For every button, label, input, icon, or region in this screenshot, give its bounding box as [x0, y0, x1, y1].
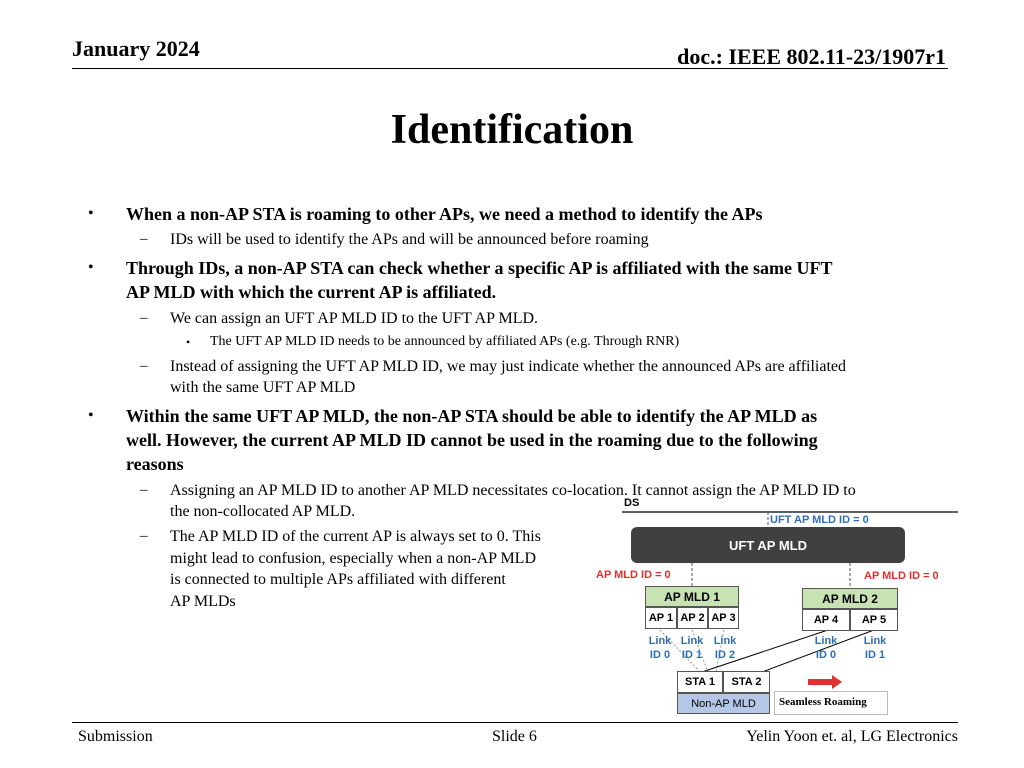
dash-marker: –: [140, 231, 148, 247]
non-ap-mld: Non-AP MLD: [677, 693, 770, 714]
ds-label: DS: [624, 497, 640, 509]
sta-1: STA 1: [677, 671, 723, 693]
bullet-2-sub-1: We can assign an UFT AP MLD ID to the UFT AP MLD.: [170, 310, 539, 327]
footer-submission: Submission: [78, 728, 153, 745]
bullet-2-sub-2-line-1: Instead of assigning the UFT AP MLD ID, we may just indicate whether the announced APs are affiliated: [170, 358, 846, 375]
bullet-marker: •: [88, 407, 94, 424]
bullet-3-sub-2-line-1: The AP MLD ID of the current AP is always set to 0. This: [170, 528, 541, 545]
bullet-2-sub-2-line-2: with the same UFT AP MLD: [170, 379, 356, 396]
roaming-label: Seamless Roaming: [779, 696, 867, 708]
bullet-2-sub-1-item: The UFT AP MLD ID needs to be announced by affiliated APs (e.g. Through RNR): [210, 334, 680, 349]
link-id-label: Link ID 1: [863, 635, 887, 661]
bullet-3-sub-2-line-3: is connected to multiple APs affiliated with different: [170, 571, 506, 588]
link-id-label: Link ID 1: [680, 635, 704, 661]
header-date: January 2024: [72, 36, 200, 61]
bullet-3-sub-2-line-4: AP MLDs: [170, 593, 236, 610]
uft-id-label: UFT AP MLD ID = 0: [770, 514, 869, 526]
bullet-3-sub-2-line-2: might lead to confusion, especially when a non-AP MLD: [170, 550, 536, 567]
link-id-label: Link ID 0: [814, 635, 838, 661]
ap-4: AP 4: [802, 609, 850, 631]
slide-title: Identification: [390, 107, 634, 153]
bullet-3-line-3: reasons: [126, 454, 184, 474]
bullet-2-line-2: AP MLD with which the current AP is affiliated.: [126, 282, 497, 302]
ap-2: AP 2: [677, 607, 708, 629]
footer-authors: Yelin Yoon et. al, LG Electronics: [746, 728, 958, 745]
apmld-id-right: AP MLD ID = 0: [864, 570, 939, 582]
bullet-3-sub-1-line-1: Assigning an AP MLD ID to another AP MLD necessitates co-location. It cannot assign the AP MLD ID to: [170, 482, 856, 499]
bullet-3-sub-1-line-2: the non-collocated AP MLD.: [170, 503, 356, 520]
bullet-2-line-1: Through IDs, a non-AP STA can check whether a specific AP is affiliated with the same UFT: [126, 258, 833, 278]
dash-marker: –: [140, 482, 148, 498]
ap-5: AP 5: [850, 609, 898, 631]
bullet-3-line-1: Within the same UFT AP MLD, the non-AP STA should be able to identify the AP MLD as: [126, 406, 818, 426]
dash-marker: –: [140, 528, 148, 544]
roaming-arrow-icon: [808, 675, 844, 689]
apmld-id-left: AP MLD ID = 0: [596, 569, 671, 581]
bullet-1: When a non-AP STA is roaming to other APs, we need a method to identify the APs: [126, 204, 763, 224]
bullet-3-line-2: well. However, the current AP MLD ID cannot be used in the roaming due to the following: [126, 430, 818, 450]
bullet-marker: •: [186, 335, 191, 349]
dash-marker: –: [140, 358, 148, 374]
footer-divider: [72, 722, 958, 723]
ap-mld-2: AP MLD 2: [802, 588, 898, 609]
bullet-marker: •: [88, 259, 94, 276]
bullet-1-sub-1: IDs will be used to identify the APs and will be announced before roaming: [170, 231, 649, 248]
dash-marker: –: [140, 310, 148, 326]
link-id-label: Link ID 2: [713, 635, 737, 661]
ap-mld-1: AP MLD 1: [645, 586, 739, 607]
ap-1: AP 1: [645, 607, 677, 629]
sta-2: STA 2: [723, 671, 770, 693]
footer-slide-number: Slide 6: [492, 728, 537, 745]
uft-ap-mld: UFT AP MLD: [631, 527, 905, 563]
ap-3: AP 3: [708, 607, 739, 629]
link-id-label: Link ID 0: [648, 635, 672, 661]
header-doc-id: doc.: IEEE 802.11-23/1907r1: [677, 44, 946, 69]
bullet-marker: •: [88, 205, 94, 222]
